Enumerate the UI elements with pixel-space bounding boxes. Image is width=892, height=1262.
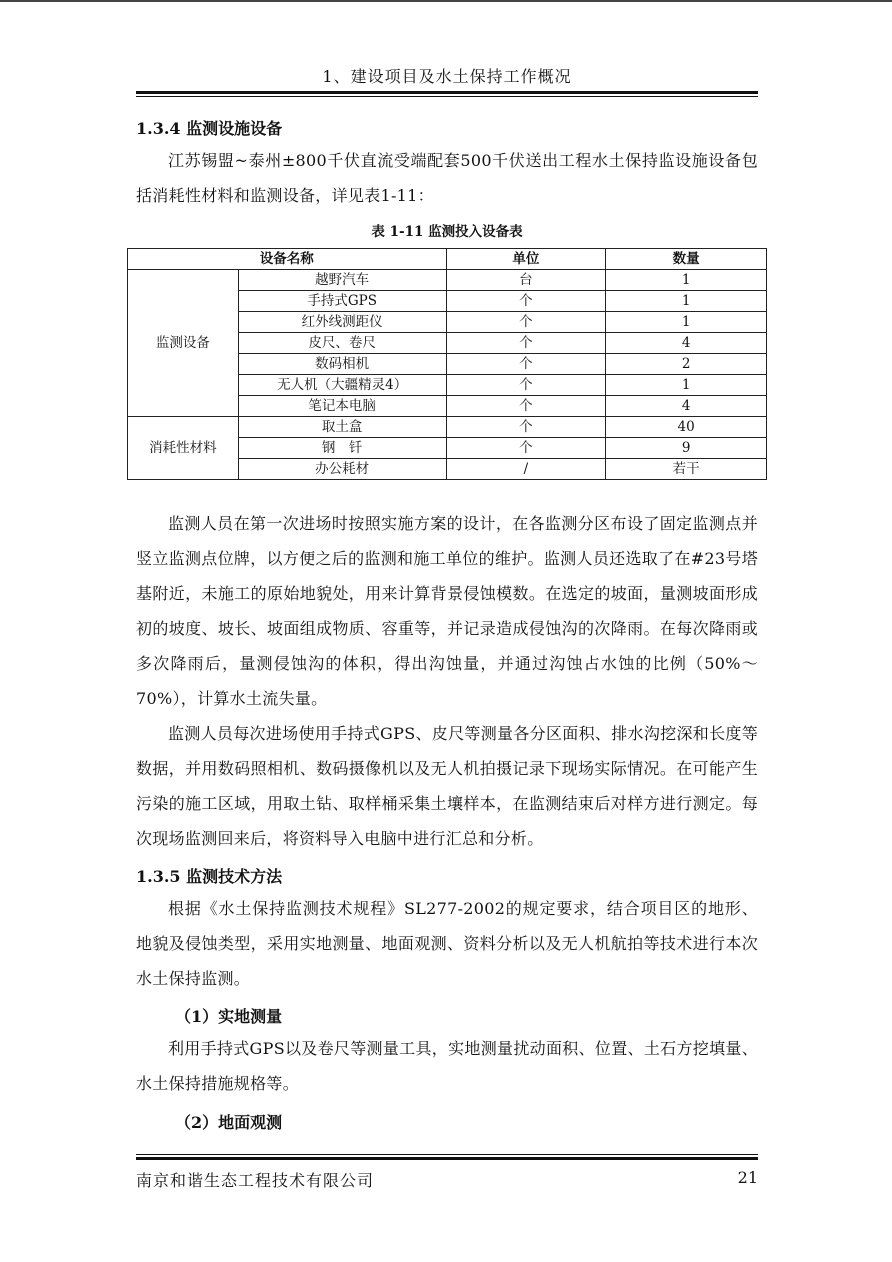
subheading-field-survey: （1）实地测量 (175, 1007, 283, 1026)
section-heading-1-3-5: 1.3.5 监测技术方法 (136, 867, 283, 886)
table-header-unit: 单位 (446, 249, 606, 270)
table-category-cell: 消耗性材料 (128, 417, 239, 480)
equipment-name: 钢 钎 (238, 438, 446, 459)
equipment-name: 数码相机 (238, 354, 446, 375)
table-category-cell: 监测设备 (128, 270, 239, 417)
table-header-qty: 数量 (606, 249, 767, 270)
paragraph-field-survey: 利用手持式GPS以及卷尺等测量工具，实地测量扰动面积、位置、土石方挖填量、水土保持措施规格等。 (136, 1039, 758, 1093)
section-1-3-5-intro: 根据《水土保持监测技术规程》SL277-2002的规定要求，结合项目区的地形、地貌及侵蚀类型，采用实地测量、地面观测、资料分析以及无人机航拍等技术进行本次水土保持监测。 (136, 899, 758, 988)
equipment-unit: 个 (446, 333, 606, 354)
subheading-ground-observation: （2）地面观测 (175, 1113, 283, 1132)
equipment-unit: 台 (446, 270, 606, 291)
page-number: 21 (737, 1168, 758, 1187)
paragraph-monitoring-procedure: 监测人员每次进场使用手持式GPS、皮尺等测量各分区面积、排水沟挖深和长度等数据，并用数码照相机、数码摄像机以及无人机拍摄记录下现场实际情况。在可能产生污染的施工区域，用取土钻、取样桶采集土壤样本，在监测结束后对样方进行测定。每次现场监测回来后，将资料导入电脑中进行汇总和分析。 (136, 724, 758, 848)
equipment-unit: 个 (446, 354, 606, 375)
header-rule-thin (136, 96, 758, 97)
paragraph-monitoring-setup: 监测人员在第一次进场时按照实施方案的设计，在各监测分区布设了固定监测点并竖立监测点位牌，以方便之后的监测和施工单位的维护。监测人员还选取了在#23号塔基附近，未施工的原始地貌处，用来计算背景侵蚀模数。在选定的坡面，量测坡面形成初的坡度、坡长、坡面组成物质、容重等，并记录造成侵蚀沟的次降雨。在每次降雨或多次降雨后，量测侵蚀沟的体积，得出沟蚀量，并通过沟蚀占水蚀的比例（50%～70%），计算水土流失量。 (136, 514, 758, 708)
equipment-name: 取土盒 (238, 417, 446, 438)
table-header-row (128, 249, 767, 270)
equipment-unit: 个 (446, 396, 606, 417)
equipment-unit: 个 (446, 438, 606, 459)
page-top-border (0, 0, 892, 2)
header-rule-thick (136, 91, 758, 94)
footer-rule-thin (136, 1154, 758, 1155)
equipment-unit: 个 (446, 417, 606, 438)
equipment-qty: 4 (606, 333, 767, 354)
equipment-unit: 个 (446, 312, 606, 333)
footer-company-name: 南京和谐生态工程技术有限公司 (136, 1171, 375, 1190)
equipment-name: 办公耗材 (238, 459, 446, 480)
table-header-name: 设备名称 (128, 249, 447, 270)
running-header: 1、建设项目及水土保持工作概况 (322, 67, 572, 86)
equipment-name: 无人机（大疆精灵4） (238, 375, 446, 396)
equipment-name: 皮尺、卷尺 (238, 333, 446, 354)
equipment-qty: 1 (606, 291, 767, 312)
equipment-name: 手持式GPS (238, 291, 446, 312)
equipment-qty: 1 (606, 270, 767, 291)
equipment-unit: 个 (446, 291, 606, 312)
equipment-qty: 若干 (606, 459, 767, 480)
table-row (128, 417, 767, 438)
equipment-name: 笔记本电脑 (238, 396, 446, 417)
equipment-name: 越野汽车 (238, 270, 446, 291)
section-heading-1-3-4: 1.3.4 监测设施设备 (136, 119, 283, 138)
equipment-table (127, 248, 767, 480)
table-caption: 表 1-11 监测投入设备表 (371, 224, 523, 240)
equipment-qty: 40 (606, 417, 767, 438)
table-row (128, 270, 767, 291)
equipment-qty: 9 (606, 438, 767, 459)
equipment-qty: 4 (606, 396, 767, 417)
equipment-qty: 2 (606, 354, 767, 375)
equipment-unit: 个 (446, 375, 606, 396)
equipment-name: 红外线测距仪 (238, 312, 446, 333)
footer-rule-thick (136, 1157, 758, 1160)
equipment-qty: 1 (606, 312, 767, 333)
section-1-3-4-intro: 江苏锡盟~泰州±800千伏直流受端配套500千伏送出工程水土保持监设施设备包括消耗性材料和监测设备，详见表1-11： (136, 151, 758, 205)
equipment-unit: / (446, 459, 606, 480)
equipment-qty: 1 (606, 375, 767, 396)
